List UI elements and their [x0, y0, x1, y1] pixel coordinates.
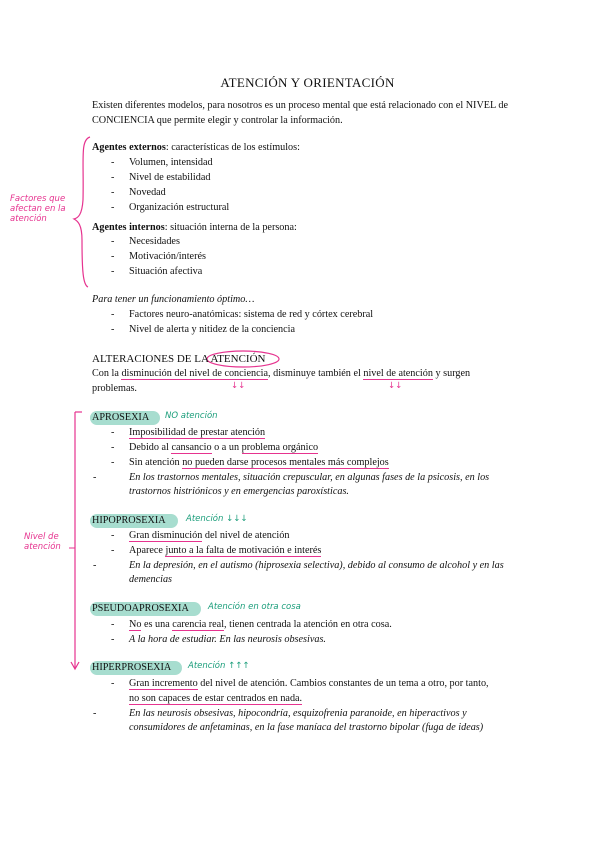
list-item: - Aparece junto a la falta de motivación e interés — [111, 545, 322, 556]
list-item: - No es una carencia real, tienen centrada la atención en otra cosa. — [111, 619, 392, 630]
list-item: - Debido al cansancio o a un problema orgánico — [111, 442, 319, 453]
agentes-internos-desc: : situación interna de la persona: — [164, 222, 297, 233]
agentes-externos-desc: : características de los estímulos: — [165, 142, 300, 153]
list-item: - Nivel de alerta y nitidez de la conciencia — [111, 324, 296, 335]
optimo-label: Para tener un funcionamiento óptimo… — [92, 294, 255, 305]
aprosexia-title: APROSEXIA — [92, 412, 150, 423]
list-item-continuation: no son capaces de estar centrados en nada. — [129, 693, 303, 704]
list-item: - Gran incremento del nivel de atención. Cambios constantes de un tema a otro, por tanto, — [111, 678, 489, 689]
agentes-internos-label: Agentes internos — [92, 222, 165, 233]
page-title: ATENCIÓN Y ORIENTACIÓN — [220, 75, 395, 90]
hipoprosexia-title: HIPOPROSEXIA — [92, 515, 166, 526]
intro-paragraph: Existen diferentes modelos, para nosotros es un proceso mental que está relacionado con el NIVEL de CONCIENCIA que permite elegir y controlar la información. — [92, 100, 509, 126]
down-arrows-icon: ↓↓ — [388, 381, 403, 391]
list-item: - Sin atención no pueden darse procesos mentales más complejos — [111, 457, 389, 468]
list-item: - Gran disminución del nivel de atención — [111, 530, 290, 541]
list-item: - Factores neuro-anatómicas: sistema de red y córtex cerebral — [111, 309, 374, 320]
factores-bracket — [74, 137, 90, 287]
list-item: - Novedad — [111, 187, 166, 198]
list-item: - En la depresión, en el autismo (hiprosexia selectiva), debido al consumo de alcohol y en las demencias — [93, 560, 504, 585]
list-item: - Imposibilidad de prestar atención — [111, 427, 266, 438]
alteraciones-p1: Con la disminución del nivel de conciencia, disminuye también el nivel de atención y surgen — [92, 368, 471, 379]
list-item: - A la hora de estudiar. En las neurosis obsesivas. — [111, 634, 326, 645]
list-item: - Necesidades — [111, 236, 180, 247]
list-item: - Nivel de estabilidad — [111, 172, 211, 183]
agentes-internos-line — [92, 221, 297, 235]
down-arrows-icon: ↓↓ — [231, 381, 246, 391]
list-item: - Volumen, intensidad — [111, 157, 213, 168]
list-item: - En las neurosis obsesivas, hipocondría, esquizofrenia paranoide, en hiperactivos y consumidores de anfetaminas, en la fase maníaca del trastorno bipolar (fuga de ideas) — [93, 708, 484, 733]
agentes-externos-line — [92, 141, 300, 155]
pseudoaprosexia-title: PSEUDOAPROSEXIA — [92, 603, 189, 614]
agentes-externos-label: Agentes externos — [92, 142, 166, 153]
alteraciones-heading: ALTERACIONES DE LA ATENCIÓN — [92, 353, 266, 365]
nivel-note: Nivel de atención — [24, 532, 61, 552]
hiperprosexia-title: HIPERPROSEXIA — [92, 662, 172, 673]
list-item: - En los trastornos mentales, situación crepuscular, en algunas fases de la psicosis, en los trastornos histriónicos y en emergencias paroxísticas. — [93, 472, 490, 497]
alteraciones-p2: problemas. — [92, 383, 137, 394]
factores-note: Factores que afectan en la atención — [10, 194, 66, 224]
aprosexia-note: NO atención — [165, 411, 218, 421]
hipoprosexia-note: Atención ↓↓↓ — [186, 514, 248, 524]
list-item: - Situación afectiva — [111, 266, 203, 277]
pseudoaprosexia-note: Atención en otra cosa — [208, 602, 301, 612]
list-item: - Organización estructural — [111, 202, 230, 213]
list-item: - Motivación/interés — [111, 251, 206, 262]
hiperprosexia-note: Atención ↑↑↑ — [188, 661, 250, 671]
